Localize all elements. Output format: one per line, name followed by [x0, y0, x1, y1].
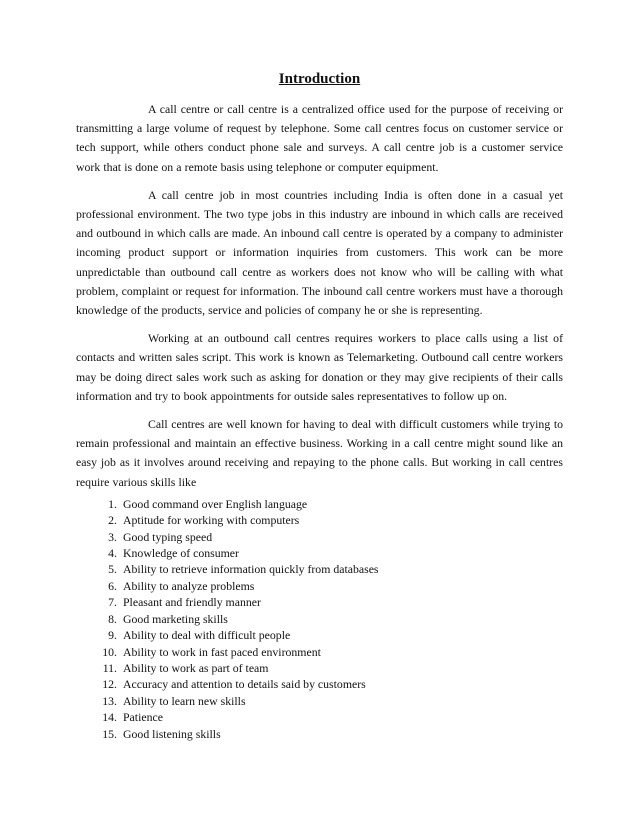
list-item-number: 1. — [108, 496, 117, 511]
list-item-number: 12. — [102, 677, 117, 692]
list-item-text: Ability to analyze problems — [123, 578, 255, 593]
paragraph-skills-intro: Call centres are well known for having to deal with difficult customers while trying to remain professional and maintain an effective business. Working in a call centre might sound like an easy job as it involves around receiving and repaying to the phone calls. But working in call centres require various skills like — [76, 417, 563, 489]
list-item — [76, 693, 563, 709]
list-item-number: 14. — [102, 710, 117, 725]
list-item — [76, 660, 563, 676]
list-item — [76, 709, 563, 725]
list-item — [76, 627, 563, 643]
list-item — [76, 496, 563, 512]
list-item-number: 15. — [102, 726, 117, 741]
list-item-text: Patience — [123, 710, 163, 725]
list-item-number: 2. — [108, 513, 117, 528]
list-item-text: Aptitude for working with computers — [123, 513, 300, 528]
list-item — [76, 594, 563, 610]
list-item-text: Ability to work in fast paced environment — [123, 644, 321, 659]
list-item-number: 3. — [108, 529, 117, 544]
list-item-number: 9. — [108, 628, 117, 643]
list-item-text: Pleasant and friendly manner — [123, 595, 261, 610]
skills-list — [76, 496, 563, 742]
list-item — [76, 561, 563, 577]
list-item-number: 8. — [108, 611, 117, 626]
list-item-text: Ability to work as part of team — [123, 660, 269, 675]
list-item-text: Ability to retrieve information quickly from databases — [123, 562, 379, 577]
list-item-text: Knowledge of consumer — [123, 546, 239, 561]
list-item — [76, 578, 563, 594]
paragraph-intro: A call centre or call centre is a centralized office used for the purpose of receiving or transmitting a large volume of request by telephone. Some call centres focus on customer service or tech support, while others conduct phone sale and surveys. A call centre job is a customer service work that is done on a remote basis using telephone or computer equipment. — [76, 102, 563, 174]
list-item — [76, 644, 563, 660]
list-item — [76, 611, 563, 627]
list-item-text: Ability to learn new skills — [123, 693, 246, 708]
list-item — [76, 726, 563, 742]
list-item-number: 6. — [108, 578, 117, 593]
list-item — [76, 545, 563, 561]
list-item-text: Good marketing skills — [123, 611, 228, 626]
list-item-number: 7. — [108, 595, 117, 610]
list-item-text: Good command over English language — [123, 496, 308, 511]
list-item-text: Good typing speed — [123, 529, 213, 544]
list-item-number: 5. — [108, 562, 117, 577]
list-item-number: 10. — [102, 644, 117, 659]
document-title: Introduction — [278, 71, 361, 87]
paragraph-outbound: Working at an outbound call centres requires workers to place calls using a list of contacts and written sales script. This work is known as Telemarketing. Outbound call centre workers may be doing direct sales work such as asking for donation or they may give recipients of their calls information and try to book appointments for outside sales representatives to follow up on. — [76, 331, 563, 403]
list-item — [76, 676, 563, 692]
list-item-text: Good listening skills — [123, 726, 221, 741]
list-item-number: 13. — [102, 693, 117, 708]
list-item-number: 11. — [102, 660, 117, 675]
document-page — [76, 70, 563, 742]
list-item-number: 4. — [108, 546, 117, 561]
list-item-text: Ability to deal with difficult people — [123, 628, 291, 643]
list-item-text: Accuracy and attention to details said by customers — [123, 677, 366, 692]
list-item — [76, 512, 563, 528]
paragraph-inbound: A call centre job in most countries including India is often done in a casual yet professional environment. The two type jobs in this industry are inbound in which calls are received and outbound in which calls are made. An inbound call centre is operated by a company to administer incoming product support or information inquiries from customers. This work can be more unpredictable than outbound call centre as workers does not know who will be calling with what problem, complaint or request for information. The inbound call centre workers must have a thorough knowledge of the products, service and policies of company he or she is representing. — [76, 187, 563, 318]
list-item — [76, 529, 563, 545]
